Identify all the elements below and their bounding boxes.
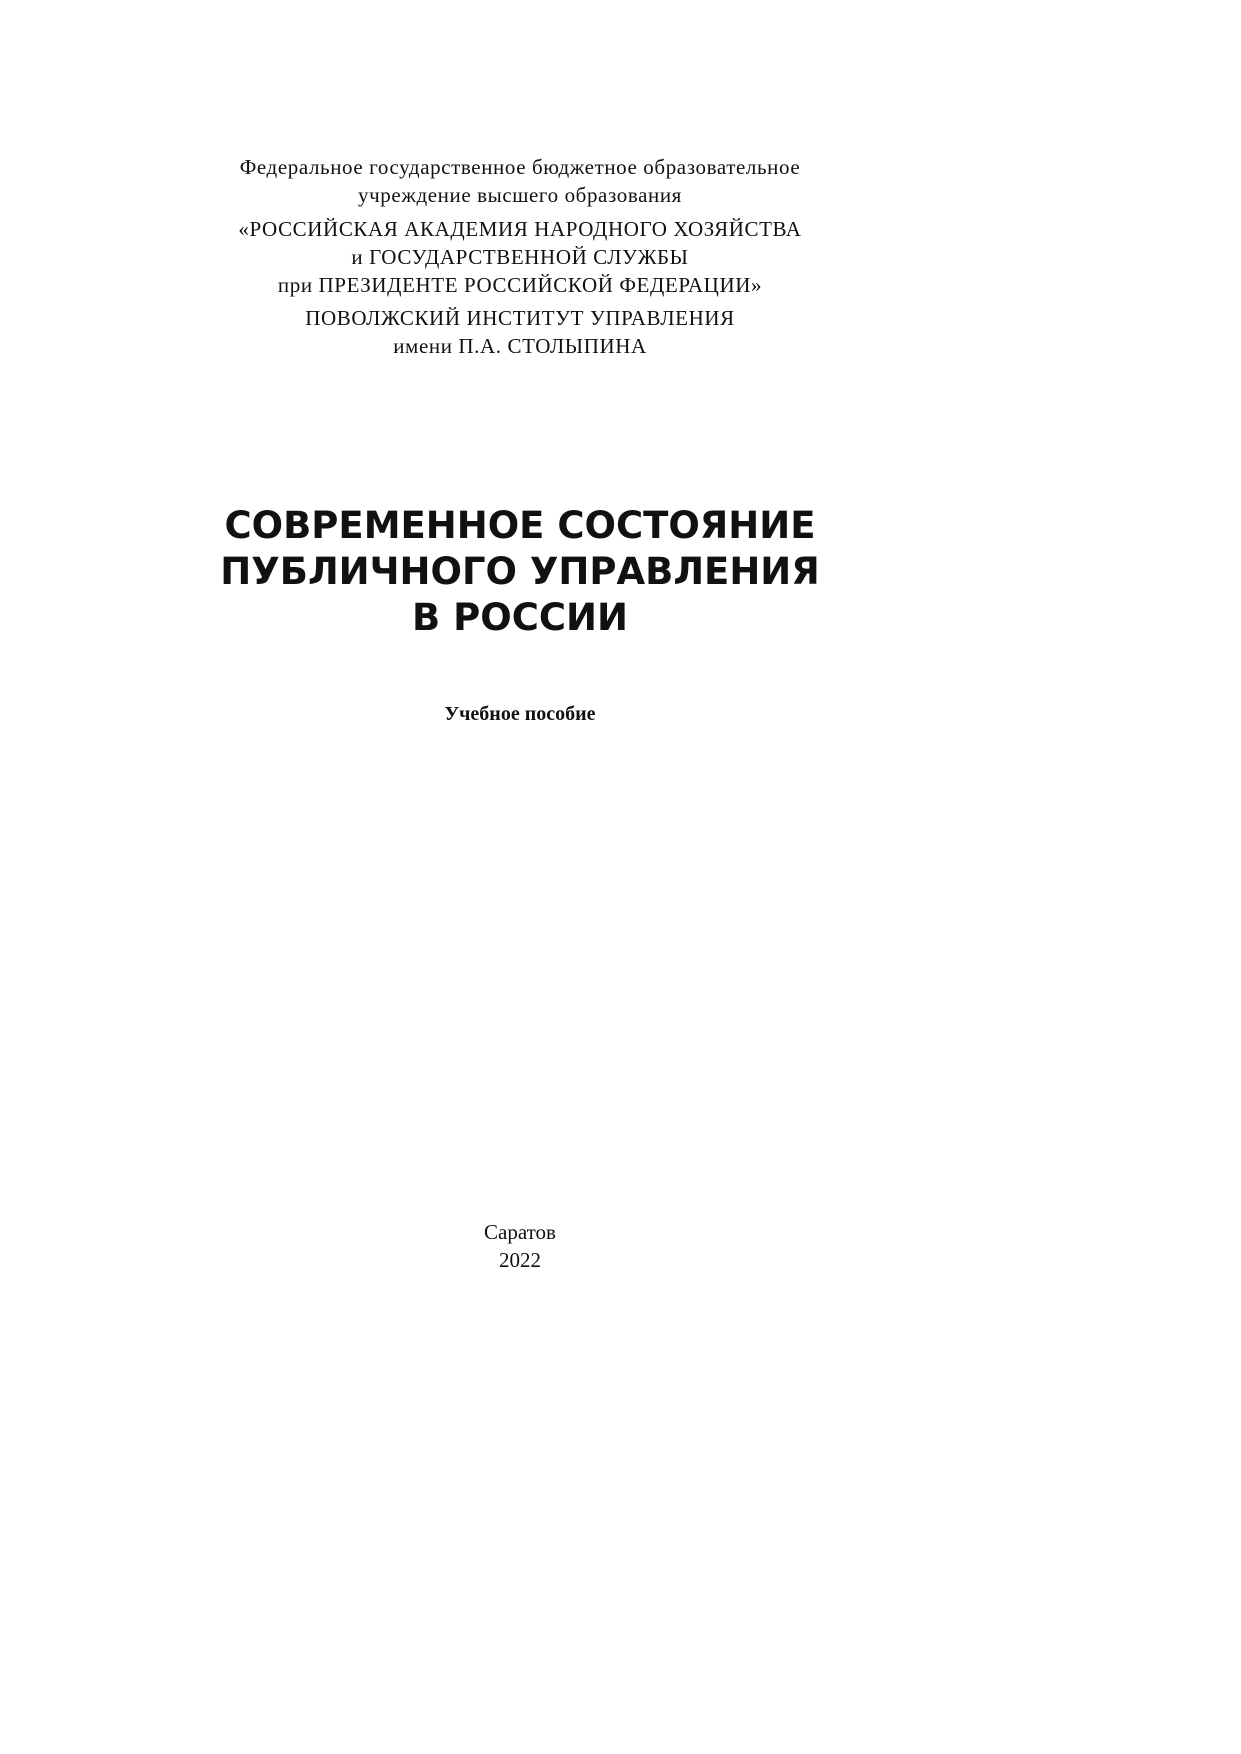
book-subtitle	[170, 701, 870, 727]
imprint	[170, 1218, 870, 1274]
institute-name	[170, 304, 870, 360]
book-title	[170, 503, 870, 641]
academy-name	[170, 215, 870, 299]
academy-name-line-2: и ГОСУДАРСТВЕННОЙ СЛУЖБЫ	[351, 245, 689, 269]
institution-type-line-1: Федеральное государственное бюджетное образовательное	[239, 155, 801, 179]
institution-type-line-2: учреждение высшего образования	[358, 183, 682, 207]
imprint-year: 2022	[499, 1248, 541, 1272]
book-title-line-3: В РОССИИ	[412, 596, 628, 639]
academy-name-line-1: «РОССИЙСКАЯ АКАДЕМИЯ НАРОДНОГО ХОЗЯЙСТВА	[238, 217, 802, 241]
imprint-city: Саратов	[484, 1220, 556, 1244]
book-title-line-1: СОВРЕМЕННОЕ СОСТОЯНИЕ	[224, 504, 816, 547]
institute-name-line-2: имени П.А. СТОЛЫПИНА	[393, 334, 647, 358]
institution-type	[170, 153, 870, 209]
institute-name-line-1: ПОВОЛЖСКИЙ ИНСТИТУТ УПРАВЛЕНИЯ	[305, 306, 735, 330]
book-title-line-2: ПУБЛИЧНОГО УПРАВЛЕНИЯ	[220, 550, 820, 593]
academy-name-line-3: при ПРЕЗИДЕНТЕ РОССИЙСКОЙ ФЕДЕРАЦИИ»	[277, 273, 763, 297]
book-subtitle-text: Учебное пособие	[444, 703, 596, 725]
